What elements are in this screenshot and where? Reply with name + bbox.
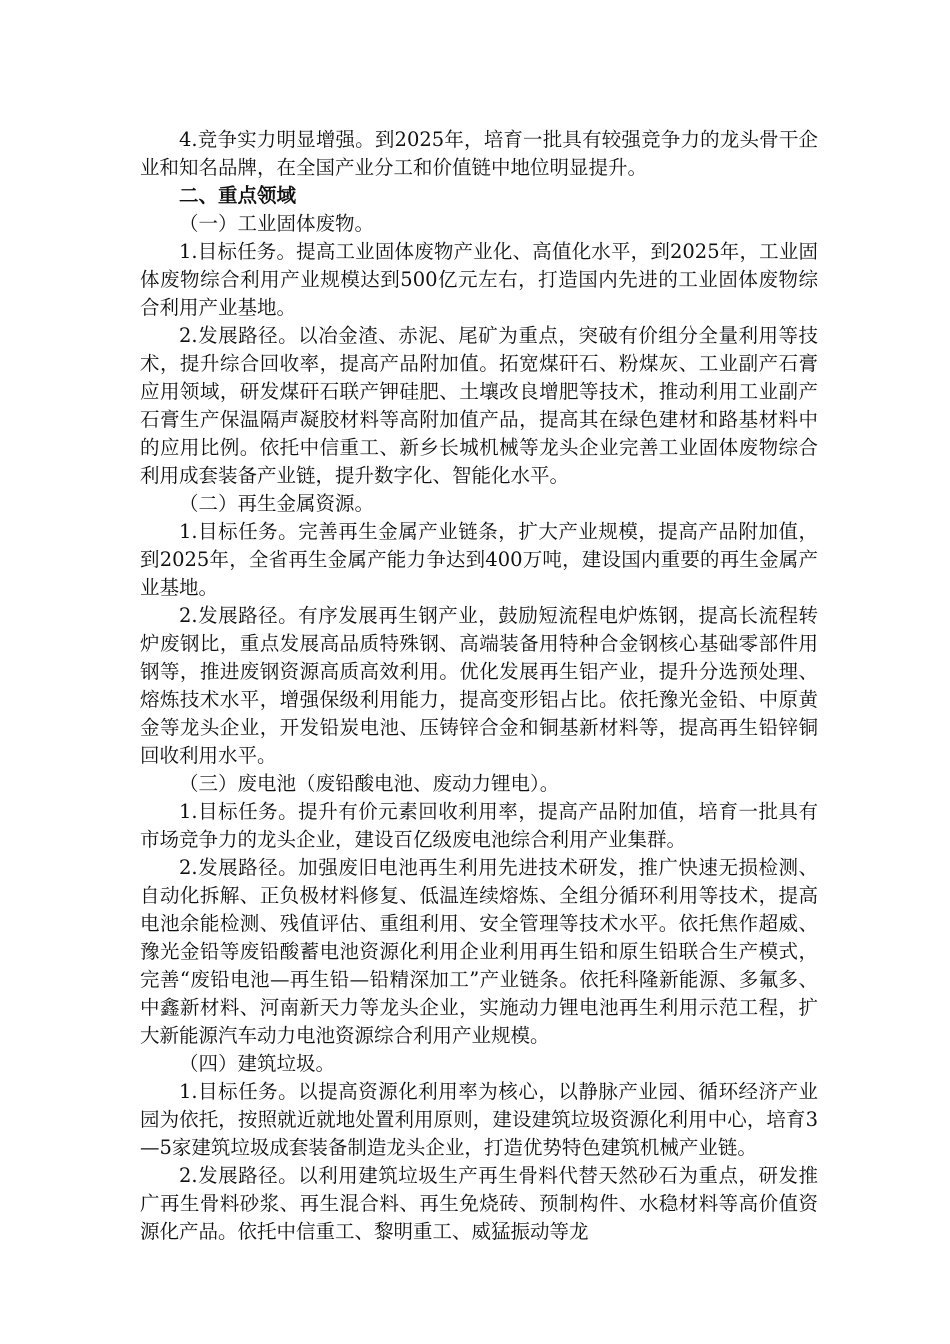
paragraph-waste-batteries-path: 2.发展路径。加强废旧电池再生利用先进技术研发，推广快速无损检测、自动化拆解、正负极材料修复、低温连续熔炼、全组分循环利用等技术，提高电池余能检测、残值评估、重组利用、安全管理等技术水平。依托焦作超威、豫光金铅等废铅酸蓄电池资源化利用企业利用再生铅和原生铅联合生产模式，完善“废铅电池—再生铅—铅精深加工”产业链条。依托科隆新能源、多氟多、中鑫新材料、河南新天力等龙头企业，实施动力锂电池再生利用示范工程，扩大新能源汽车动力电池资源综合利用产业规模。: [140, 856, 818, 1047]
paragraph-solid-waste-target: 1.目标任务。提高工业固体废物产业化、高值化水平，到2025年，工业固体废物综合利用产业规模达到500亿元左右，打造国内先进的工业固体废物综合利用产业基地。: [140, 240, 818, 319]
section-heading-key-areas: 二、重点领域: [179, 184, 297, 207]
paragraph-construction-waste-target: 1.目标任务。以提高资源化利用率为核心，以静脉产业园、循环经济产业园为依托，按照就近就地处置利用原则，建设建筑垃圾资源化利用中心，培育3—5家建筑垃圾成套装备制造龙头企业，打造优势特色建筑机械产业链。: [140, 1080, 818, 1159]
subsection-heading-recycled-metal: （二）再生金属资源。: [179, 492, 375, 515]
paragraph-solid-waste-path: 2.发展路径。以冶金渣、赤泥、尾矿为重点，突破有价组分全量利用等技术，提升综合回收率，提高产品附加值。拓宽煤矸石、粉煤灰、工业副产石膏应用领域，研发煤矸石联产钾硅肥、土壤改良增肥等技术，推动利用工业副产石膏生产保温隔声凝胶材料等高附加值产品，提高其在绿色建材和路基材料中的应用比例。依托中信重工、新乡长城机械等龙头企业完善工业固体废物综合利用成套装备产业链，提升数字化、智能化水平。: [140, 324, 818, 487]
paragraph-construction-waste-path: 2.发展路径。以利用建筑垃圾生产再生骨料代替天然砂石为重点，研发推广再生骨料砂浆、再生混合料、再生免烧砖、预制构件、水稳材料等高价值资源化产品。依托中信重工、黎明重工、威猛振动等龙: [140, 1164, 818, 1243]
subsection-heading-waste-batteries: （三）废电池（废铅酸电池、废动力锂电）。: [179, 772, 560, 795]
subsection-heading-construction-waste: （四）建筑垃圾。: [179, 1052, 336, 1075]
paragraph-recycled-metal-target: 1.目标任务。完善再生金属产业链条，扩大产业规模，提高产品附加值，到2025年，全省再生金属产能力争达到400万吨，建设国内重要的再生金属产业基地。: [140, 520, 818, 599]
paragraph-goal-4: 4.竞争实力明显增强。到2025年，培育一批具有较强竞争力的龙头骨干企业和知名品牌，在全国产业分工和价值链中地位明显提升。: [140, 128, 818, 179]
document-body: [140, 126, 818, 1246]
paragraph-waste-batteries-target: 1.目标任务。提升有价元素回收利用率，提高产品附加值，培育一批具有市场竞争力的龙头企业，建设百亿级废电池综合利用产业集群。: [140, 800, 818, 851]
subsection-heading-industrial-solid-waste: （一）工业固体废物。: [179, 212, 375, 235]
paragraph-recycled-metal-path: 2.发展路径。有序发展再生钢产业，鼓励短流程电炉炼钢，提高长流程转炉废钢比，重点发展高品质特殊钢、高端装备用特种合金钢核心基础零部件用钢等，推进废钢资源高质高效利用。优化发展再生铝产业，提升分选预处理、熔炼技术水平，增强保级利用能力，提高变形铝占比。依托豫光金铅、中原黄金等龙头企业，开发铅炭电池、压铸锌合金和铜基新材料等，提高再生铅锌铜回收利用水平。: [140, 604, 818, 767]
